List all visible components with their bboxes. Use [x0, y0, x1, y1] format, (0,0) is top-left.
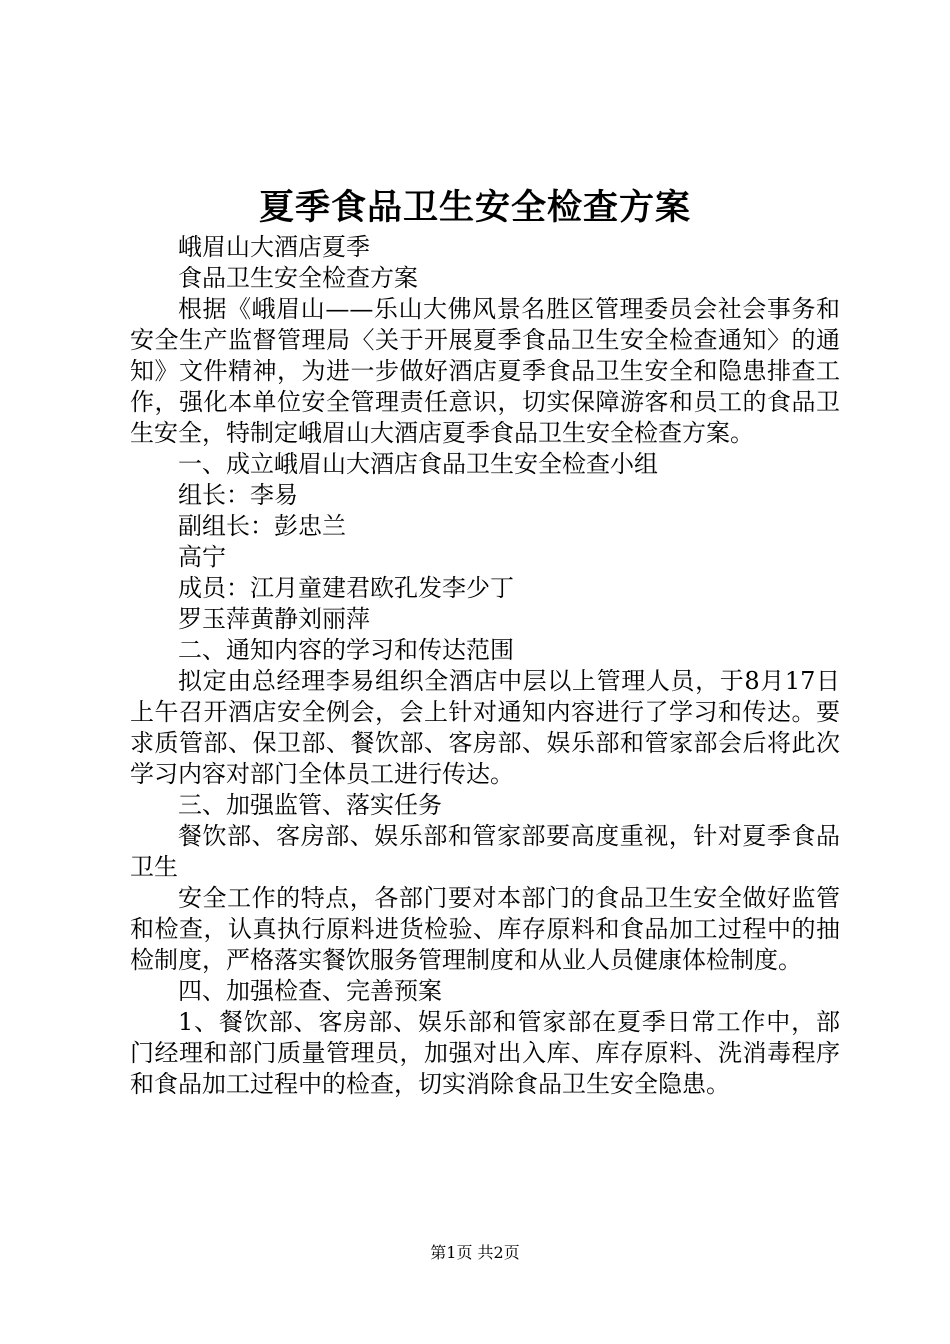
- paragraph: 食品卫生安全检查方案: [178, 264, 418, 292]
- paragraph: 高宁: [178, 543, 226, 571]
- paragraph: 1、餐饮部、客房部、娱乐部和管家部在夏季日常工作中，部门经理和部门质量管理员，加强对出入库、库存原料、洗消毒程序和食品加工过程中的检查，切实消除食品卫生安全隐患。: [130, 1008, 840, 1098]
- paragraph: 组长：李易: [178, 481, 298, 509]
- paragraph: 餐饮部、客房部、娱乐部和管家部要高度重视，针对夏季食品卫生: [130, 822, 840, 881]
- section-heading: 二、通知内容的学习和传达范围: [178, 636, 514, 664]
- document-title: 夏季食品卫生安全检查方案: [258, 187, 691, 228]
- paragraph: 副组长：彭忠兰: [178, 512, 346, 540]
- paragraph: 根据《峨眉山——乐山大佛风景名胜区管理委员会社会事务和安全生产监督管理局〈关于开展夏季食品卫生安全检查通知〉的通知》文件精神，为进一步做好酒店夏季食品卫生安全和隐患排查工作，强化本单位安全管理责任意识，切实保障游客和员工的食品卫生安全，特制定峨眉山大酒店夏季食品卫生安全检查方案。: [130, 295, 840, 447]
- paragraph: 成员：江月童建君欧孔发李少丁: [178, 574, 514, 602]
- page-footer: 第1页 共2页: [430, 1243, 520, 1262]
- paragraph: 峨眉山大酒店夏季: [178, 233, 370, 261]
- section-heading: 四、加强检查、完善预案: [178, 977, 442, 1005]
- section-heading: 一、成立峨眉山大酒店食品卫生安全检查小组: [178, 450, 658, 478]
- paragraph: 罗玉萍黄静刘丽萍: [178, 605, 370, 633]
- paragraph: 拟定由总经理李易组织全酒店中层以上管理人员，于8月17日上午召开酒店安全例会，会上针对通知内容进行了学习和传达。要求质管部、保卫部、餐饮部、客房部、娱乐部和管家部会后将此次学习内容对部门全体员工进行传达。: [130, 667, 840, 788]
- paragraph: 安全工作的特点，各部门要对本部门的食品卫生安全做好监管和检查，认真执行原料进货检验、库存原料和食品加工过程中的抽检制度，严格落实餐饮服务管理制度和从业人员健康体检制度。: [130, 884, 840, 974]
- document-body: [130, 232, 840, 1100]
- section-heading: 三、加强监管、落实任务: [178, 791, 442, 819]
